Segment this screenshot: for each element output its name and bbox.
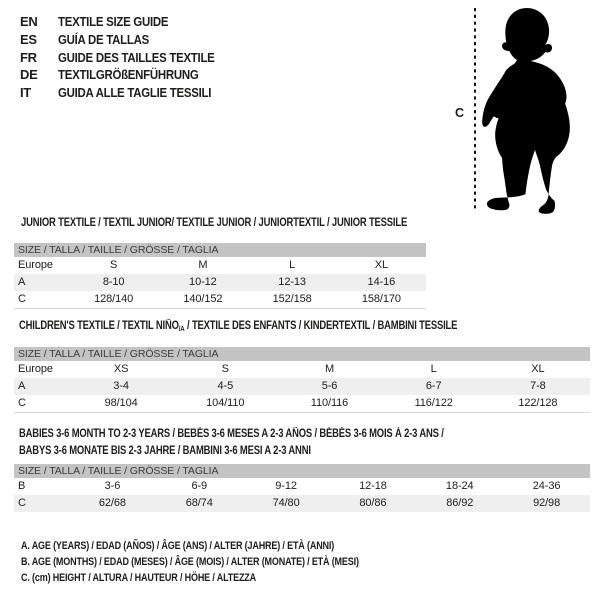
table-cell: 98/104	[104, 397, 138, 409]
table-cell: 6-9	[191, 480, 208, 492]
table-cell: 4-5	[217, 380, 234, 392]
table-cell: 80/86	[359, 497, 387, 509]
table-cell: 9-12	[275, 480, 297, 492]
table-cell: 12-18	[359, 480, 387, 492]
table-cell: 10-12	[189, 276, 217, 288]
table-cell: 128/140	[94, 293, 134, 305]
babies-size-table	[14, 464, 590, 512]
row-label-cell: B	[18, 480, 26, 492]
baby-silhouette-figure	[450, 0, 600, 220]
section-heading-babies	[19, 426, 444, 460]
language-guide	[20, 13, 236, 102]
table-cell: 122/128	[518, 397, 558, 409]
table-cell: S	[221, 363, 229, 375]
language-item	[20, 31, 236, 49]
table-cell: 62/68	[98, 497, 126, 509]
table-cell: 110/116	[310, 397, 349, 409]
row-label-cell: Europe	[18, 259, 53, 271]
lang-label: TEXTILGRÖßENFÜHRUNG	[58, 67, 199, 83]
table-row	[14, 378, 590, 395]
lang-label: GUIDA ALLE TAGLIE TESSILI	[58, 85, 212, 101]
language-item	[20, 84, 236, 102]
table-cell: 140/152	[183, 293, 223, 305]
table-cell: 92/98	[533, 497, 561, 509]
children-size-table	[14, 347, 590, 413]
footnote-line: C. (cm) HEIGHT / ALTURA / HAUTEUR / HÖHE / ALTEZZA	[21, 571, 257, 584]
table-header-bar: SIZE / TALLA / TAILLE / GRÖSSE / TAGLIA	[14, 464, 590, 478]
table-cell: 3-6	[104, 480, 121, 492]
table-cell: 12-13	[278, 276, 306, 288]
table-cell: 3-4	[113, 380, 129, 392]
lang-code: FR	[20, 49, 37, 65]
table-row	[14, 495, 590, 512]
row-label-cell: C	[18, 397, 26, 409]
table-cell: 152/158	[272, 293, 312, 305]
table-row	[14, 291, 426, 308]
heading-text: / TEXTILE DES ENFANTS / KINDERTEXTIL / BAMBINI TESSILE	[184, 320, 458, 332]
lang-label: GUIDE DES TAILLES TEXTILE	[58, 49, 215, 65]
language-item	[20, 13, 236, 31]
table-cell: XS	[113, 363, 129, 375]
heading-subscript: /A	[178, 324, 185, 333]
table-cell: 158/170	[361, 293, 401, 305]
table-cell: 18-24	[445, 480, 474, 492]
table-row	[14, 257, 426, 274]
table-cell: 116/122	[414, 397, 453, 409]
table-cell: 5-6	[321, 380, 338, 392]
table-cell: M	[324, 363, 335, 375]
table-cell: 24-36	[532, 480, 561, 492]
section-heading-junior: JUNIOR TEXTILE / TEXTIL JUNIOR/ TEXTILE JUNIOR / JUNIORTEXTIL / JUNIOR TESSILE	[21, 217, 408, 229]
lang-code: DE	[20, 67, 38, 83]
table-cell: 6-7	[425, 380, 442, 392]
baby-silhouette	[482, 8, 570, 214]
table-cell: S	[110, 259, 118, 271]
table-cell: XL	[374, 259, 388, 271]
lang-code: IT	[20, 85, 31, 101]
table-cell: XL	[531, 363, 545, 375]
junior-size-table	[14, 243, 426, 309]
table-row	[14, 361, 590, 378]
lang-label: TEXTILE SIZE GUIDE	[58, 14, 169, 29]
table-cell: M	[198, 259, 208, 271]
table-cell: 14-16	[367, 276, 396, 288]
table-cell: 7-8	[530, 380, 546, 392]
height-label: C	[455, 106, 465, 120]
table-cell: L	[430, 363, 437, 375]
footnote-line: A. AGE (YEARS) / EDAD (AÑOS) / ÂGE (ANS) / ALTER (JAHRE) / ETÀ (ANNI)	[21, 540, 335, 552]
row-label-cell: C	[18, 293, 26, 305]
row-label-cell: A	[18, 276, 26, 288]
table-header-bar: SIZE / TALLA / TAILLE / GRÖSSE / TAGLIA	[14, 243, 426, 257]
language-item	[20, 49, 236, 67]
footnotes	[21, 539, 433, 586]
table-row	[14, 395, 590, 412]
table-cell: L	[289, 259, 296, 271]
table-header-bar: SIZE / TALLA / TAILLE / GRÖSSE / TAGLIA	[14, 347, 590, 361]
heading-line: BABYS 3-6 MONATE BIS 2-3 JAHRE / BAMBINI 3-6 MESI A 2-3 ANNI	[19, 445, 311, 457]
heading-line: BABIES 3-6 MONTH TO 2-3 YEARS / BEBÉS 3-6 MESES A 2-3 AÑOS / BÉBÉS 3-6 MOIS À 2-3 ANS /	[19, 428, 444, 440]
lang-code: EN	[20, 14, 38, 29]
language-item	[20, 66, 236, 84]
lang-label: GUÍA DE TALLAS	[58, 31, 149, 47]
heading-text: CHILDREN'S TEXTILE / TEXTIL NIÑO	[19, 320, 179, 332]
table-row	[14, 274, 426, 291]
table-row	[14, 478, 590, 495]
row-label-cell: A	[18, 380, 26, 392]
row-label-cell: Europe	[18, 363, 53, 375]
table-cell: 86/92	[446, 497, 474, 509]
lang-code: ES	[20, 31, 37, 47]
footnote-line: B. AGE (MONTHS) / EDAD (MESES) / ÂGE (MOIS) / ALTER (MONATE) / ETÀ (MESI)	[21, 555, 359, 568]
section-heading-children	[19, 318, 457, 337]
table-cell: 68/74	[185, 497, 213, 509]
table-cell: 104/110	[206, 397, 245, 409]
table-cell: 8-10	[102, 276, 125, 288]
table-cell: 74/80	[272, 497, 300, 509]
row-label-cell: C	[18, 497, 26, 509]
